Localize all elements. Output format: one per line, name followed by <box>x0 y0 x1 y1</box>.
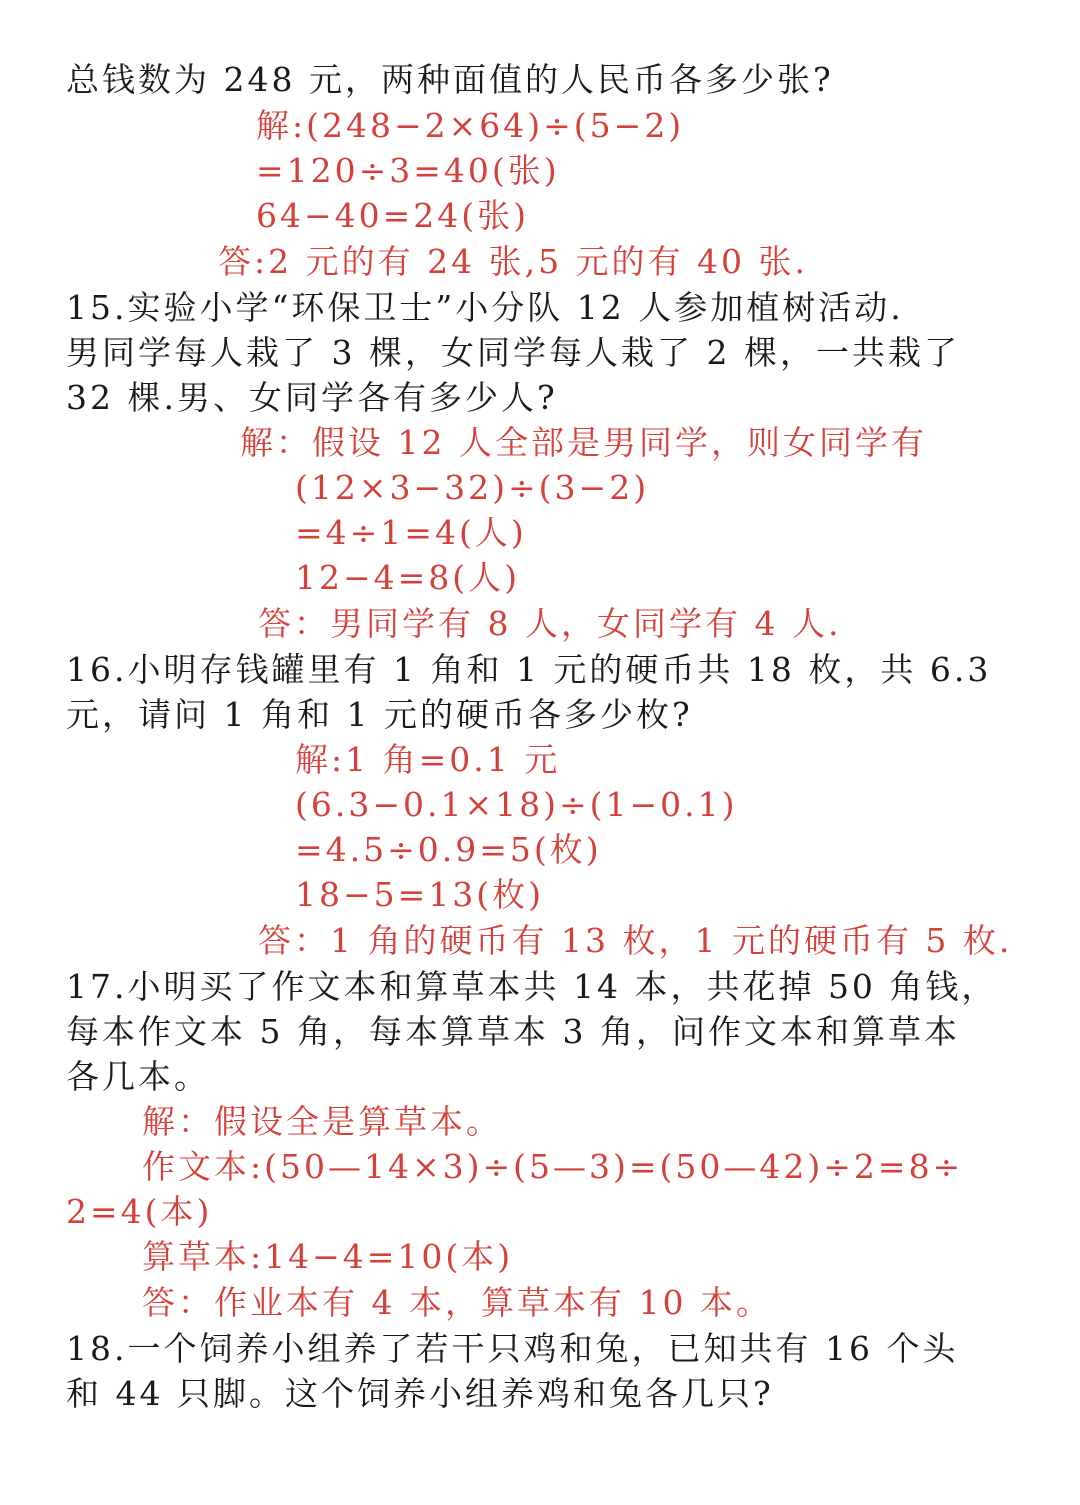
problem-17-solution-line: 解：假设全是算草本。 <box>142 1102 502 1141</box>
problem-17-solution-line: 算草本:14−4=10(本) <box>142 1237 514 1276</box>
problem-15-solution-line: 12−4=8(人) <box>295 558 521 597</box>
problem-15-question-line: 32 棵.男、女同学各有多少人? <box>66 378 558 417</box>
problem-18-question-line: 18.一个饲养小组养了若干只鸡和兔，已知共有 16 个头 <box>66 1329 959 1368</box>
problem-17-question-line: 17.小明买了作文本和算草本共 14 本，共花掉 50 角钱， <box>66 967 998 1006</box>
problem-16-solution-line: 18−5=13(枚) <box>295 875 545 914</box>
problem-15-answer: 答：男同学有 8 人，女同学有 4 人. <box>258 604 842 643</box>
problem-17-solution-line: 作文本:(50—14×3)÷(5—3)=(50—42)÷2=8÷ <box>142 1147 964 1186</box>
problem-16-answer: 答：1 角的硬币有 13 枚，1 元的硬币有 5 枚. <box>258 921 1013 960</box>
problem-15-solution-line: 解：假设 12 人全部是男同学，则女同学有 <box>240 423 927 462</box>
problem-16-solution-line: =4.5÷0.9=5(枚) <box>295 830 602 869</box>
problem-17-solution-line: 2=4(本) <box>66 1192 213 1231</box>
problem-15-solution-line: (12×3−32)÷(3−2) <box>295 468 650 507</box>
problem-16-question-line: 元，请问 1 角和 1 元的硬币各多少枚? <box>66 695 693 734</box>
problem-14-solution-line: =120÷3=40(张) <box>256 151 560 190</box>
problem-16-solution-line: (6.3−0.1×18)÷(1−0.1) <box>295 785 738 824</box>
problem-17-question-line: 各几本。 <box>66 1057 210 1096</box>
problem-17-answer: 答：作业本有 4 本，算草本有 10 本。 <box>142 1283 772 1322</box>
problem-14-answer: 答:2 元的有 24 张,5 元的有 40 张. <box>218 242 809 281</box>
problem-17-question-line: 每本作文本 5 角，每本算草本 3 角，问作文本和算草本 <box>66 1012 960 1051</box>
problem-15-question-line: 男同学每人栽了 3 棵，女同学每人栽了 2 棵，一共栽了 <box>66 333 960 372</box>
problem-14-question-line: 总钱数为 248 元，两种面值的人民币各多少张? <box>66 60 834 99</box>
problem-16-solution-line: 解:1 角=0.1 元 <box>295 740 561 779</box>
problem-18-question-line: 和 44 只脚。这个饲养小组养鸡和兔各几只? <box>66 1374 774 1413</box>
problem-15-solution-line: =4÷1=4(人) <box>295 513 527 552</box>
problem-14-solution-line: 解:(248−2×64)÷(5−2) <box>256 106 685 145</box>
problem-15-question-line: 15.实验小学“环保卫士”小分队 12 人参加植树活动. <box>66 288 904 327</box>
problem-14-solution-line: 64−40=24(张) <box>256 196 530 235</box>
problem-16-question-line: 16.小明存钱罐里有 1 角和 1 元的硬币共 18 枚，共 6.3 <box>66 650 992 689</box>
